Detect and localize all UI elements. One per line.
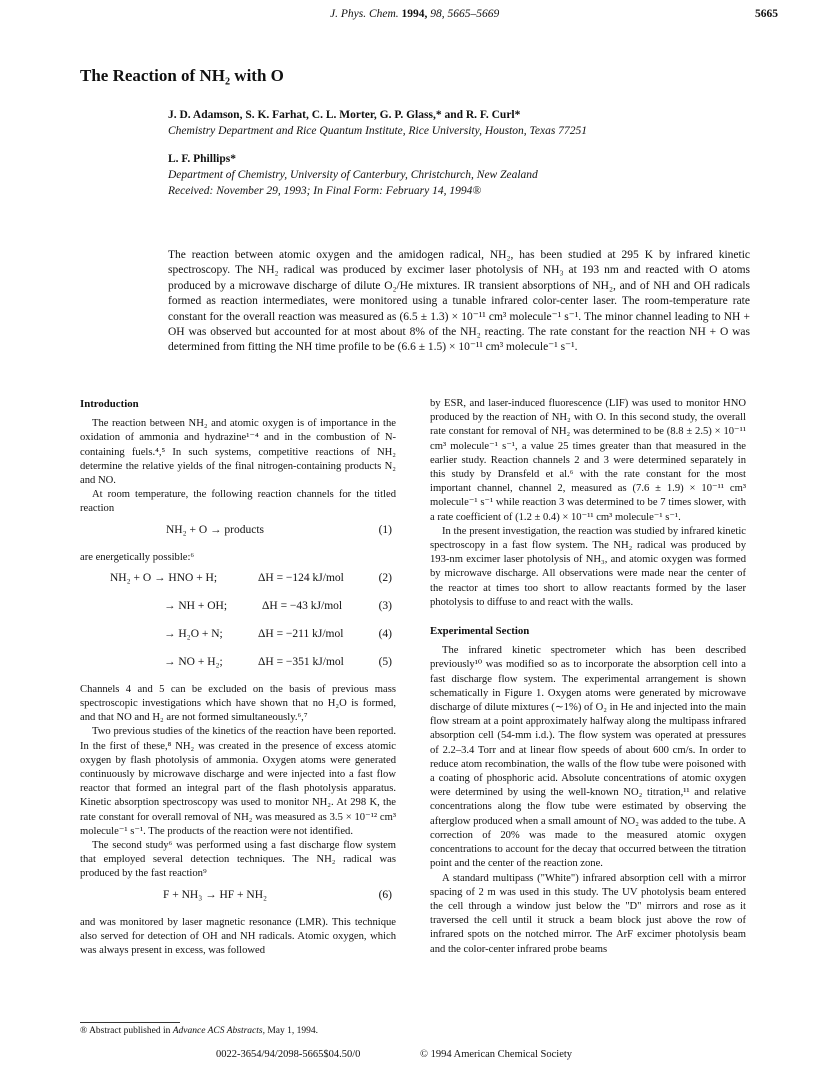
paragraph: The second study⁶ was performed using a fast discharge flow system that employed several detection techniques. The NH₂ radical was produced by the fast reaction⁹ — [80, 840, 396, 880]
equation-rhs: ΔH = −351 kJ/mol — [258, 655, 344, 668]
right-column — [430, 397, 746, 957]
paragraph: Channels 4 and 5 can be excluded on the basis of previous mass spectroscopic investigations which have shown that no H₂O is formed, and that NO and H₂ are not formed simultaneously.⁶,⁷ — [80, 683, 396, 724]
equation-3 — [80, 599, 396, 621]
equation-number: (6) — [378, 888, 392, 901]
journal-citation — [330, 8, 499, 20]
paragraph: Two previous studies of the kinetics of the reaction have been reported. In the first of these,⁸ NH₂ was created in the presence of excess atomic oxygen by flash photolysis of ammonia. Oxygen atoms were generated continuously by microwave discharge and were injected into a fast flow reactor that formed an integral part of the flash photolysis apparatus. Kinetic absorption spectroscopy was used to monitor NH₂. At 298 K, the rate constant for overall removal of NH₂ was measured as 3.5 × 10⁻¹² cm³ molecule⁻¹ s⁻¹. The products of the reaction were not identified. — [80, 726, 396, 837]
equation-number: (4) — [378, 627, 392, 640]
paragraph: The reaction between NH₂ and atomic oxygen is of importance in the oxidation of ammonia and hydrazine¹⁻⁴ and in the combustion of N-containing fuels.⁴,⁵ In such systems, competitive reactions of NH₂ determine the relative yields of the final nitrogen-containing products N₂ and NO. — [80, 418, 396, 487]
footnote-text: ® Abstract published in — [80, 1026, 173, 1036]
equation-lhs: NH₂ + O → HNO + H; — [110, 571, 218, 584]
citation-year: 1994, — [401, 8, 428, 20]
affiliation-2: Department of Chemistry, University of Canterbury, Christchurch, New Zealand — [168, 169, 538, 181]
left-column — [80, 397, 396, 958]
equation-1 — [80, 523, 396, 545]
footnote-date: May 1, 1994. — [264, 1026, 319, 1036]
running-head — [0, 8, 824, 26]
equation-6 — [80, 888, 396, 910]
equation-2 — [80, 571, 396, 593]
copyright: © 1994 American Chemical Society — [420, 1049, 573, 1060]
equation-5 — [80, 655, 396, 677]
equation-lhs: → H₂O + N; — [164, 627, 223, 640]
equation-number: (2) — [378, 571, 392, 584]
author-names-2: L. F. Phillips* — [168, 153, 236, 165]
citation-volume-pages: 98, 5665–5669 — [430, 8, 500, 20]
equation-number: (1) — [378, 523, 392, 536]
received-dates: Received: November 29, 1993; In Final Form: February 14, 1994® — [168, 185, 482, 197]
equation-rhs: ΔH = −211 kJ/mol — [258, 627, 344, 640]
paragraph: In the present investigation, the reaction was studied by infrared kinetic spectroscopy in a fast flow system. The NH₂ radical was produced by 193-nm excimer laser photolysis of NH₃, and atomic oxygen was formed by microwave discharge. All observations were made near the center of the reactor at times too short to allow reactants formed by the laser photolysis to diffuse to and react with the walls. — [430, 525, 746, 608]
section-heading-introduction: Introduction — [80, 398, 139, 410]
equation-lhs: → NO + H₂; — [164, 655, 223, 668]
equation-text: NH₂ + O → products — [165, 523, 264, 536]
paragraph: are energetically possible:⁶ — [80, 551, 195, 563]
equation-number: (3) — [378, 599, 392, 612]
equation-rhs: ΔH = −124 kJ/mol — [258, 571, 344, 584]
citation-journal: J. Phys. Chem. — [330, 8, 399, 20]
author-names-1: J. D. Adamson, S. K. Farhat, C. L. Morter, G. P. Glass,* and R. F. Curl* — [168, 109, 521, 121]
equation-4 — [80, 627, 396, 649]
section-heading-experimental: Experimental Section — [430, 625, 530, 638]
paragraph: A standard multipass ("White") infrared absorption cell with a mirror spacing of 2 m was used in this study. The UV photolysis beam entered the cell through a window just below the "D" mirrors and rose as it traversed the cell until it struck a beam block just above the row of infrared spots on the notched mirror. The ArF excimer photolysis beam and the color-center infrared probe beams — [430, 872, 746, 955]
author-block — [168, 107, 768, 199]
affiliation-1: Chemistry Department and Rice Quantum Institute, Rice University, Houston, Texas 77251 — [168, 125, 587, 137]
paragraph: The infrared kinetic spectrometer which has been described previously¹⁰ was modified so as to incorporate the absorption cell into a fast discharge flow system. The experimental arrangement is shown schematically in Figure 1. Oxygen atoms were generated by microwave discharge of dilute mixtures (∼1%) of O₂ in He and injected into the main flow stream at a point approximately halfway along the multipass infrared absorption cell (54-mm i.d.). The flow system was operated at pressures of 2.2–3.4 Torr and at linear flow speeds of about 600 cm/s. In order to reduce atom recombination, the walls of the flow tube were poisoned with a coating of phosphoric acid. Absolute concentrations of atomic oxygen were determined by using the well-known NO₂ titration,¹¹ and relative concentrations along the flow tube were estimated by observing the afterglow produced when a small amount of NO₂ was added to the tube. A correction of 20% was made to the measured atomic oxygen concentrations to account for the decay that occurred between the titration point and the center of the reaction zone. — [430, 645, 746, 870]
article-title: The Reaction of NH₂ with O — [80, 66, 284, 85]
paragraph: At room temperature, the following reaction channels for the titled reaction — [80, 489, 396, 515]
article-code: 0022-3654/94/2098-5665$04.50/0 — [216, 1049, 361, 1060]
equation-number: (5) — [378, 655, 392, 668]
equation-text: F + NH₃ → HF + NH₂ — [162, 888, 268, 901]
abstract: The reaction between atomic oxygen and the amidogen radical, NH₂, has been studied at 295 K by infrared kinetic spectroscopy. The NH₂ radical was produced by excimer laser photolysis of NH₃ at 193 nm and reacted with O atoms produced by a microwave discharge of dilute O₂/He mixtures. IR transient absorptions of NH₂, and of NH and OH radicals formed as reaction intermediates, were monitored using a tunable infrared color-center laser. The room-temperature rate constant for the overall reaction was measured as (6.5 ± 1.3) × 10⁻¹¹ cm³ molecule⁻¹ s⁻¹. The minor channel leading to NH + OH was observed but accounted for at most about 8% of the NH₂ reacting. The rate constant for the reaction NH + O was determined from fitting the NH time profile to be (6.6 ± 1.5) × 10⁻¹¹ cm³ molecule⁻¹ s⁻¹. — [168, 249, 750, 354]
equation-lhs: → NH + OH; — [164, 599, 228, 612]
footnote-rule — [80, 1022, 180, 1023]
footnote-journal: Advance ACS Abstracts, — [172, 1026, 265, 1036]
paragraph: by ESR, and laser-induced fluorescence (LIF) was used to monitor HNO produced by the reaction of NH₂ with O. In this second study, the overall rate constant for removal of NH₂ was determined to be (8.8 ± 2.5) × 10⁻¹¹ cm³ molecule⁻¹ s⁻¹, a value 25 times greater than that measured in the earlier study. Reaction channels 2 and 3 were determined separately in this study by Dransfeld et al.⁶ with the rate constant for the most important channel, channel 2, measured as (7.6 ± 1.9) × 10⁻¹¹ cm³ molecule⁻¹ s⁻¹ while reaction 3 was determined to be 7 times slower, with a rate coefficient of (1.2 ± 0.4) × 10⁻¹¹ cm³ molecule⁻¹ s⁻¹. — [430, 398, 746, 523]
page-number: 5665 — [755, 8, 778, 20]
equation-rhs: ΔH = −43 kJ/mol — [262, 599, 343, 612]
footnote — [80, 1026, 318, 1036]
paragraph: and was monitored by laser magnetic resonance (LMR). This technique also served for detection of OH and NH radicals. Atomic oxygen, which was always present in excess, was followed — [80, 916, 396, 957]
